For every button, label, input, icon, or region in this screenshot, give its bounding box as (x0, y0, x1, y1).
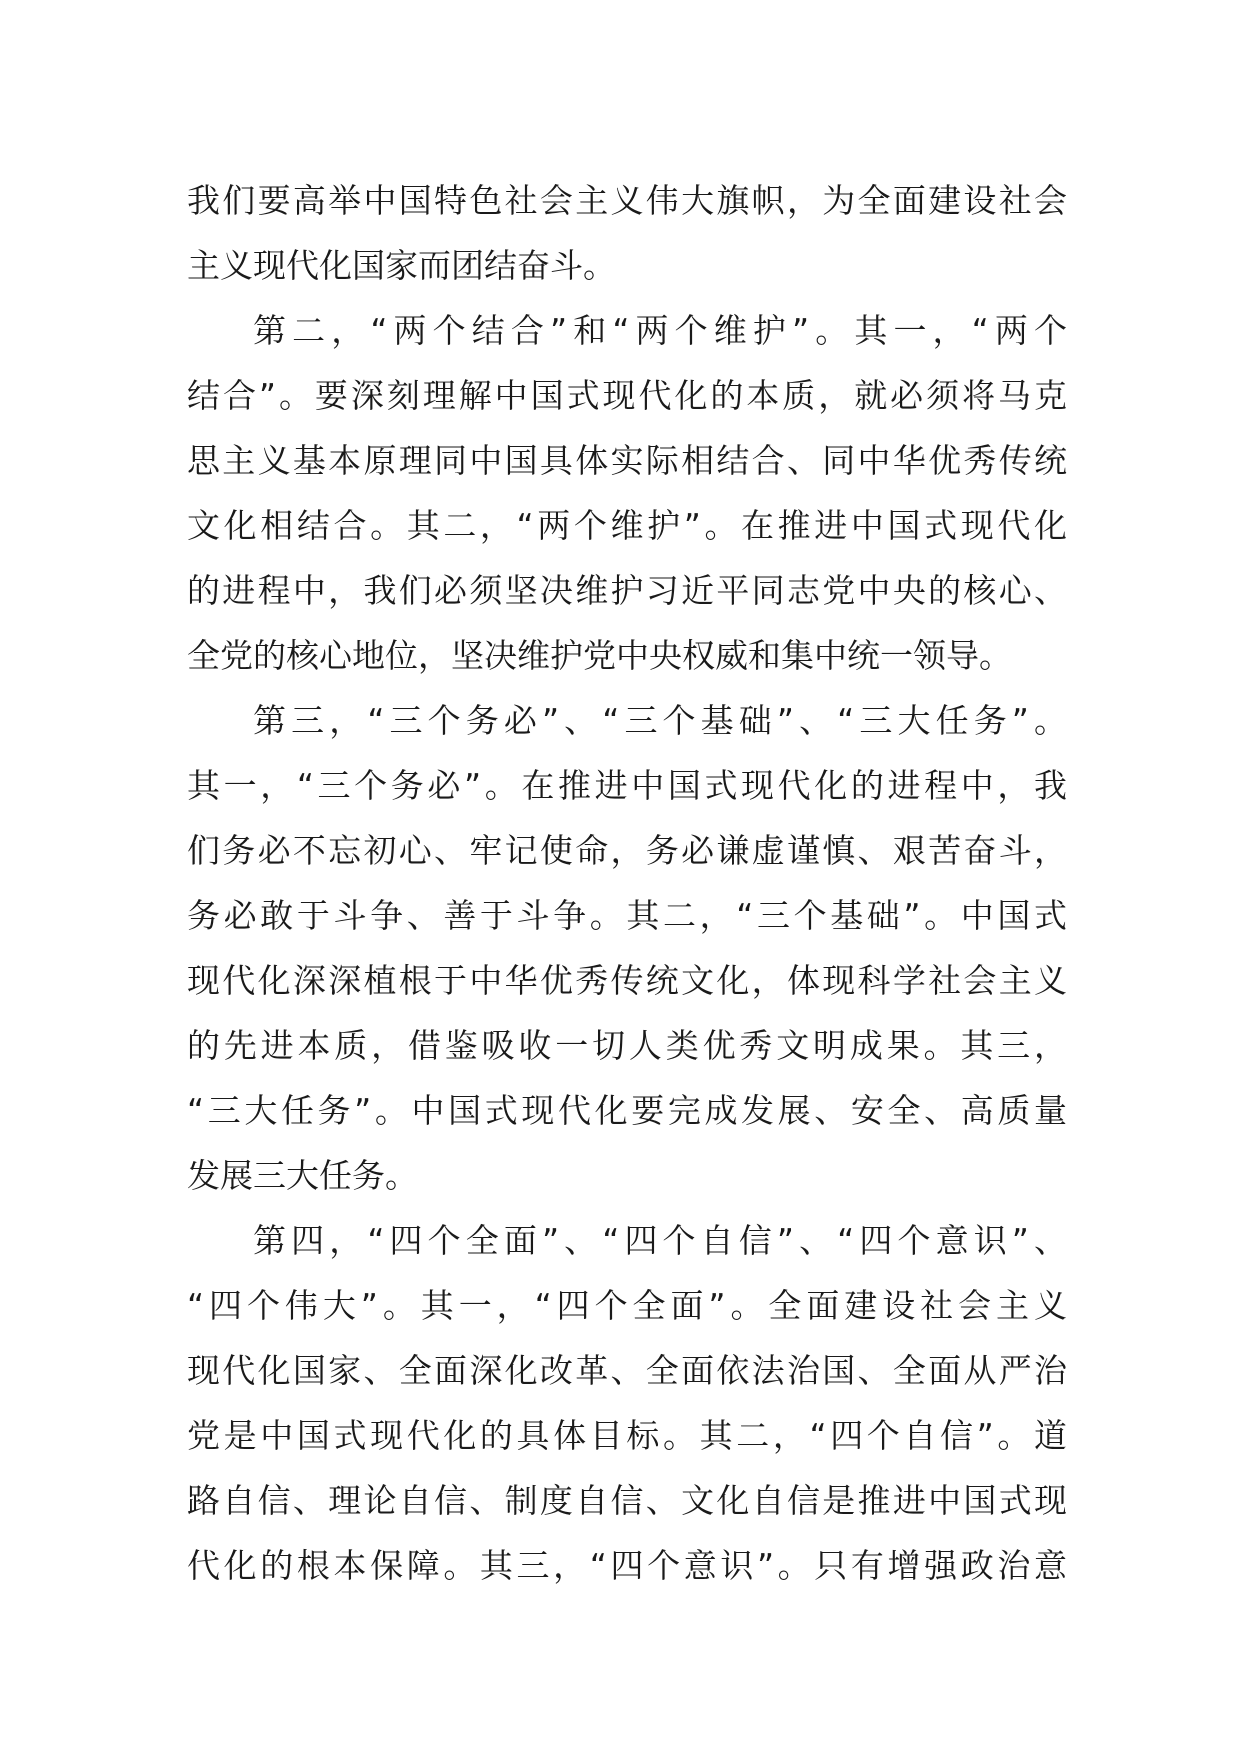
paragraph-2-line-4: 文化相结合。其二，“两个维护”。在推进中国式现代化 (187, 506, 1067, 545)
paragraph-1-line-2: 主义现代化国家而团结奋斗。 (187, 246, 616, 285)
paragraph-4-line-5: 路自信、理论自信、制度自信、文化自信是推进中国式现 (187, 1481, 1067, 1520)
paragraph-4-line-6: 代化的根本保障。其三，“四个意识”。只有增强政治意 (187, 1546, 1067, 1585)
paragraph-2-line-1: 第二，“两个结合”和“两个维护”。其一，“两个 (253, 311, 1067, 350)
paragraph-3-line-6: 的先进本质，借鉴吸收一切人类优秀文明成果。其三， (187, 1026, 1067, 1065)
paragraph-4-line-4: 党是中国式现代化的具体目标。其二，“四个自信”。道 (187, 1416, 1067, 1455)
paragraph-2-line-2: 结合”。要深刻理解中国式现代化的本质，就必须将马克 (187, 376, 1067, 415)
paragraph-3-line-7: “三大任务”。中国式现代化要完成发展、安全、高质量 (187, 1091, 1067, 1130)
paragraph-3-line-2: 其一，“三个务必”。在推进中国式现代化的进程中，我 (187, 766, 1067, 805)
document-body (187, 168, 1067, 1598)
paragraph-4-line-1: 第四，“四个全面”、“四个自信”、“四个意识”、 (253, 1221, 1067, 1260)
paragraph-4-line-2: “四个伟大”。其一，“四个全面”。全面建设社会主义 (187, 1286, 1067, 1325)
paragraph-2-line-5: 的进程中，我们必须坚决维护习近平同志党中央的核心、 (187, 571, 1067, 610)
paragraph-3-line-1: 第三，“三个务必”、“三个基础”、“三大任务”。 (253, 701, 1067, 740)
paragraph-3-line-5: 现代化深深植根于中华优秀传统文化，体现科学社会主义 (187, 961, 1067, 1000)
paragraph-1-line-1: 我们要高举中国特色社会主义伟大旗帜，为全面建设社会 (187, 181, 1067, 220)
paragraph-4-line-3: 现代化国家、全面深化改革、全面依法治国、全面从严治 (187, 1351, 1067, 1390)
paragraph-2-line-6: 全党的核心地位，坚决维护党中央权威和集中统一领导。 (187, 636, 1012, 675)
paragraph-3-line-4: 务必敢于斗争、善于斗争。其二，“三个基础”。中国式 (187, 896, 1067, 935)
paragraph-2-line-3: 思主义基本原理同中国具体实际相结合、同中华优秀传统 (187, 441, 1067, 480)
paragraph-3-line-8: 发展三大任务。 (187, 1156, 418, 1195)
paragraph-3-line-3: 们务必不忘初心、牢记使命，务必谦虚谨慎、艰苦奋斗， (187, 831, 1067, 870)
